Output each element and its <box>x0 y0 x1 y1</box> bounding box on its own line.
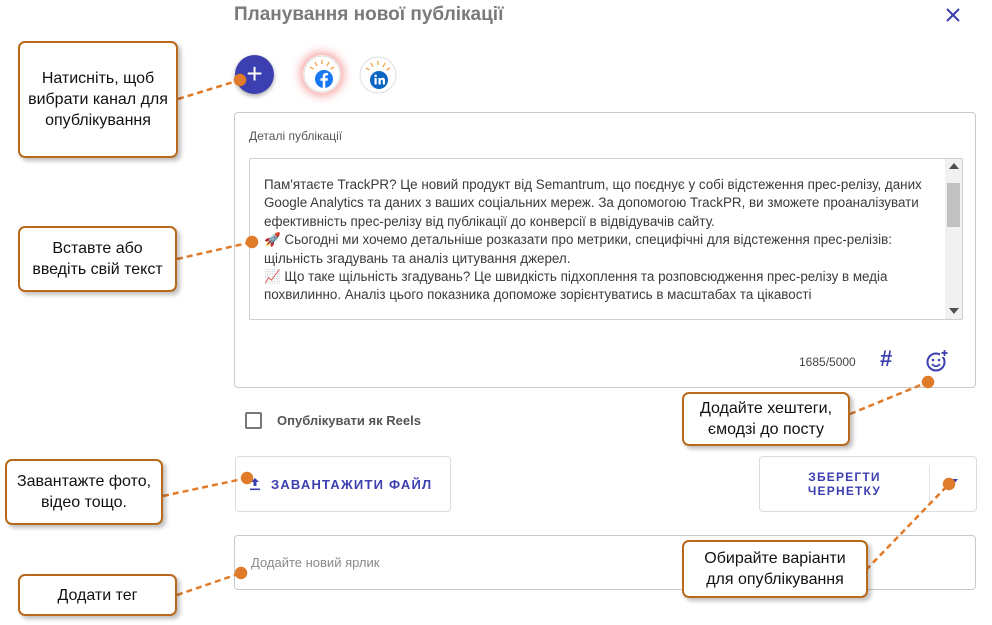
linkedin-icon[interactable] <box>359 56 397 94</box>
scroll-up-arrow-icon[interactable] <box>949 163 959 169</box>
dialog-title: Планування нової публікації <box>234 4 504 25</box>
publish-options-dropdown[interactable] <box>930 457 976 511</box>
post-text-area[interactable] <box>249 158 963 320</box>
arrow-channel <box>178 80 240 99</box>
save-draft-label: ЗБЕРЕГТИ ЧЕРНЕТКУ <box>807 470 882 498</box>
upload-icon <box>249 477 261 491</box>
details-label: Деталі публікації <box>249 129 343 143</box>
arrow-tag <box>177 573 241 595</box>
callout-upload: Завантажте фото, відео тощо. <box>5 459 163 525</box>
reels-checkbox[interactable] <box>245 412 262 429</box>
reels-label: Опублікувати як Reels <box>277 413 421 428</box>
facebook-icon[interactable] <box>303 55 341 93</box>
add-channel-button[interactable]: + <box>235 55 274 94</box>
scroll-thumb[interactable] <box>947 183 960 227</box>
emoji-add-icon[interactable] <box>925 349 949 373</box>
upload-file-button[interactable] <box>235 456 451 512</box>
text-scrollbar[interactable] <box>945 159 962 319</box>
callout-channel: Натисніть, щоб вибрати канал для опублікування <box>18 41 178 158</box>
callout-publish: Обирайте варіанти для опублікування <box>682 540 868 598</box>
reels-option[interactable] <box>245 412 421 429</box>
scroll-down-arrow-icon[interactable] <box>949 308 959 314</box>
close-icon[interactable] <box>940 2 966 28</box>
hashtag-button[interactable]: # <box>880 346 893 371</box>
save-draft-button[interactable] <box>760 457 929 511</box>
chevron-down-icon <box>948 479 958 485</box>
callout-tag: Додати тег <box>18 574 177 616</box>
post-details-card <box>234 112 976 388</box>
callout-text: Вставте або введіть свій текст <box>18 226 177 292</box>
post-text[interactable]: Пам'ятаєте TrackPR? Це новий продукт від Semantrum, що поєднує у собі відстеження прес-релізу, даних Google Analytics та даних з ваших соціальних мереж. За допомогою TrackPR, ви зможете проаналізувати ефективність прес-релізу від публікації до конверсії в відвідувачів сайту. 🚀 Сьогодні ми хочемо детальніше розказати про метрики, специфічні для відстеження прес-релізів: щільність згадувань та аналіз цитування джерел. 📈 Що таке щільність згадувань? Це швидкість підхоплення та розповсюдження прес-релізу в медіа похвилинно. Аналіз цього показника допоможе зорієнтуватись в масштабах та цікавості <box>264 177 922 303</box>
upload-file-label: ЗАВАНТАЖИТИ ФАЙЛ <box>271 476 433 492</box>
callout-hashtags: Додайте хештеги, ємодзі до посту <box>682 392 850 446</box>
save-draft-group <box>759 456 977 512</box>
character-counter: 1685/5000 <box>799 355 856 369</box>
